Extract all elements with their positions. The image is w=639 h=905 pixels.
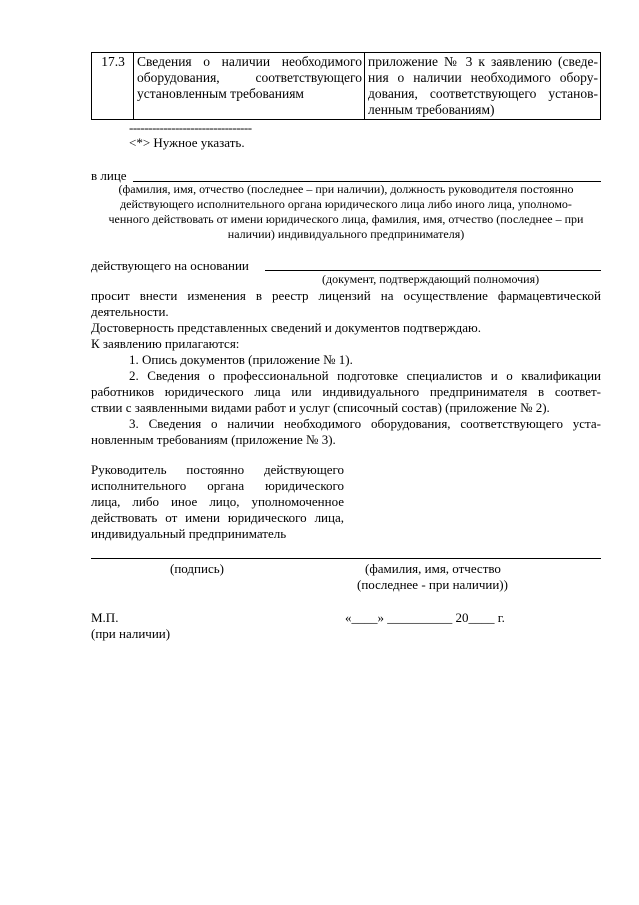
- signatory-title-line: действовать от имени юридического лица,: [91, 510, 344, 525]
- row-description-line: Сведения о наличии необходимого: [137, 54, 362, 69]
- attachment-item-3-line: новленным требованиям (приложение № 3).: [91, 432, 336, 447]
- signatory-title-line: лица, либо иное лицо, уполномоченное: [91, 494, 344, 509]
- attachment-item-3-line: 3. Сведения о наличии необходимого оборудования, соответствующего уста-: [129, 416, 601, 431]
- in-person-label: в лице: [91, 168, 127, 183]
- signatory-title-line: Руководитель постоянно действующего: [91, 462, 344, 477]
- appendix-table: [91, 52, 601, 120]
- signatory-title-line: индивидуальный предприниматель: [91, 526, 287, 541]
- row-description: [134, 53, 365, 120]
- request-paragraph: [91, 288, 601, 320]
- signature-hint: (подпись): [170, 561, 224, 576]
- in-person-hint-line: наличии) индивидуального предпринимателя): [227, 227, 465, 241]
- attachment-item-2: [91, 368, 601, 416]
- row-attachment-line: приложение № 3 к заявлению (сведе-: [368, 54, 598, 69]
- row-attachment-line: ния о наличии необходимого обору-: [368, 70, 598, 85]
- name-hint-line: (фамилия, имя, отчество: [365, 561, 501, 576]
- in-person-hint: [86, 182, 606, 242]
- signature-field-line: [91, 558, 601, 559]
- footnote-text: <*> Нужное указать.: [129, 135, 245, 150]
- attachment-item-3: [91, 416, 601, 448]
- confirm-text: Достоверность представленных сведений и документов подтверждаю.: [91, 320, 481, 335]
- row-description-line: оборудования, соответствующего: [137, 70, 362, 85]
- table-row: [92, 53, 601, 120]
- basis-label: действующего на основании: [91, 258, 249, 273]
- in-person-hint-line: (фамилия, имя, отчество (последнее – при наличии), должность руководителя постоянно: [118, 182, 574, 196]
- row-attachment-line: ленным требованиям): [368, 102, 495, 117]
- request-line: просит внести изменения в реестр лицензий на осуществление фармацевтической: [91, 288, 601, 303]
- stamp-label: М.П.: [91, 610, 119, 625]
- attached-heading: К заявлению прилагаются:: [91, 336, 240, 351]
- footnote-separator: --------------------------------: [129, 120, 252, 135]
- signatory-title: [91, 462, 344, 542]
- basis-field-line: [265, 270, 601, 271]
- name-hint-line: (последнее - при наличии)): [357, 577, 508, 592]
- attachment-item-2-line: ствии с заявленными видами работ и услуг (списочный состав) (приложение № 2).: [91, 400, 550, 415]
- attachment-item-2-line: 2. Сведения о профессиональной подготовке специалистов и о квалификации: [129, 368, 601, 383]
- request-line: деятельности.: [91, 304, 169, 319]
- stamp-hint: (при наличии): [91, 626, 171, 641]
- in-person-hint-line: ченного действовать от имени юридического лица, фамилия, имя, отчество (последнее – при: [108, 212, 584, 226]
- row-description-line: установленным требованиям: [137, 86, 304, 101]
- name-hint: [357, 561, 508, 593]
- row-attachment: [365, 53, 601, 120]
- attachment-item-1: 1. Опись документов (приложение № 1).: [129, 352, 353, 367]
- basis-hint: (документ, подтверждающий полномочия): [322, 272, 540, 286]
- date-field: «____» __________ 20____ г.: [345, 610, 505, 625]
- row-number: 17.3: [92, 53, 134, 120]
- attachment-item-2-line: работников юридического лица или индивидуального предпринимателя в соответ-: [91, 384, 601, 399]
- in-person-hint-line: действующего исполнительного органа юридического лица либо иного лица, уполномо-: [120, 197, 572, 211]
- signatory-title-line: исполнительного органа юридического: [91, 478, 344, 493]
- row-attachment-line: дования, соответствующего установ-: [368, 86, 598, 101]
